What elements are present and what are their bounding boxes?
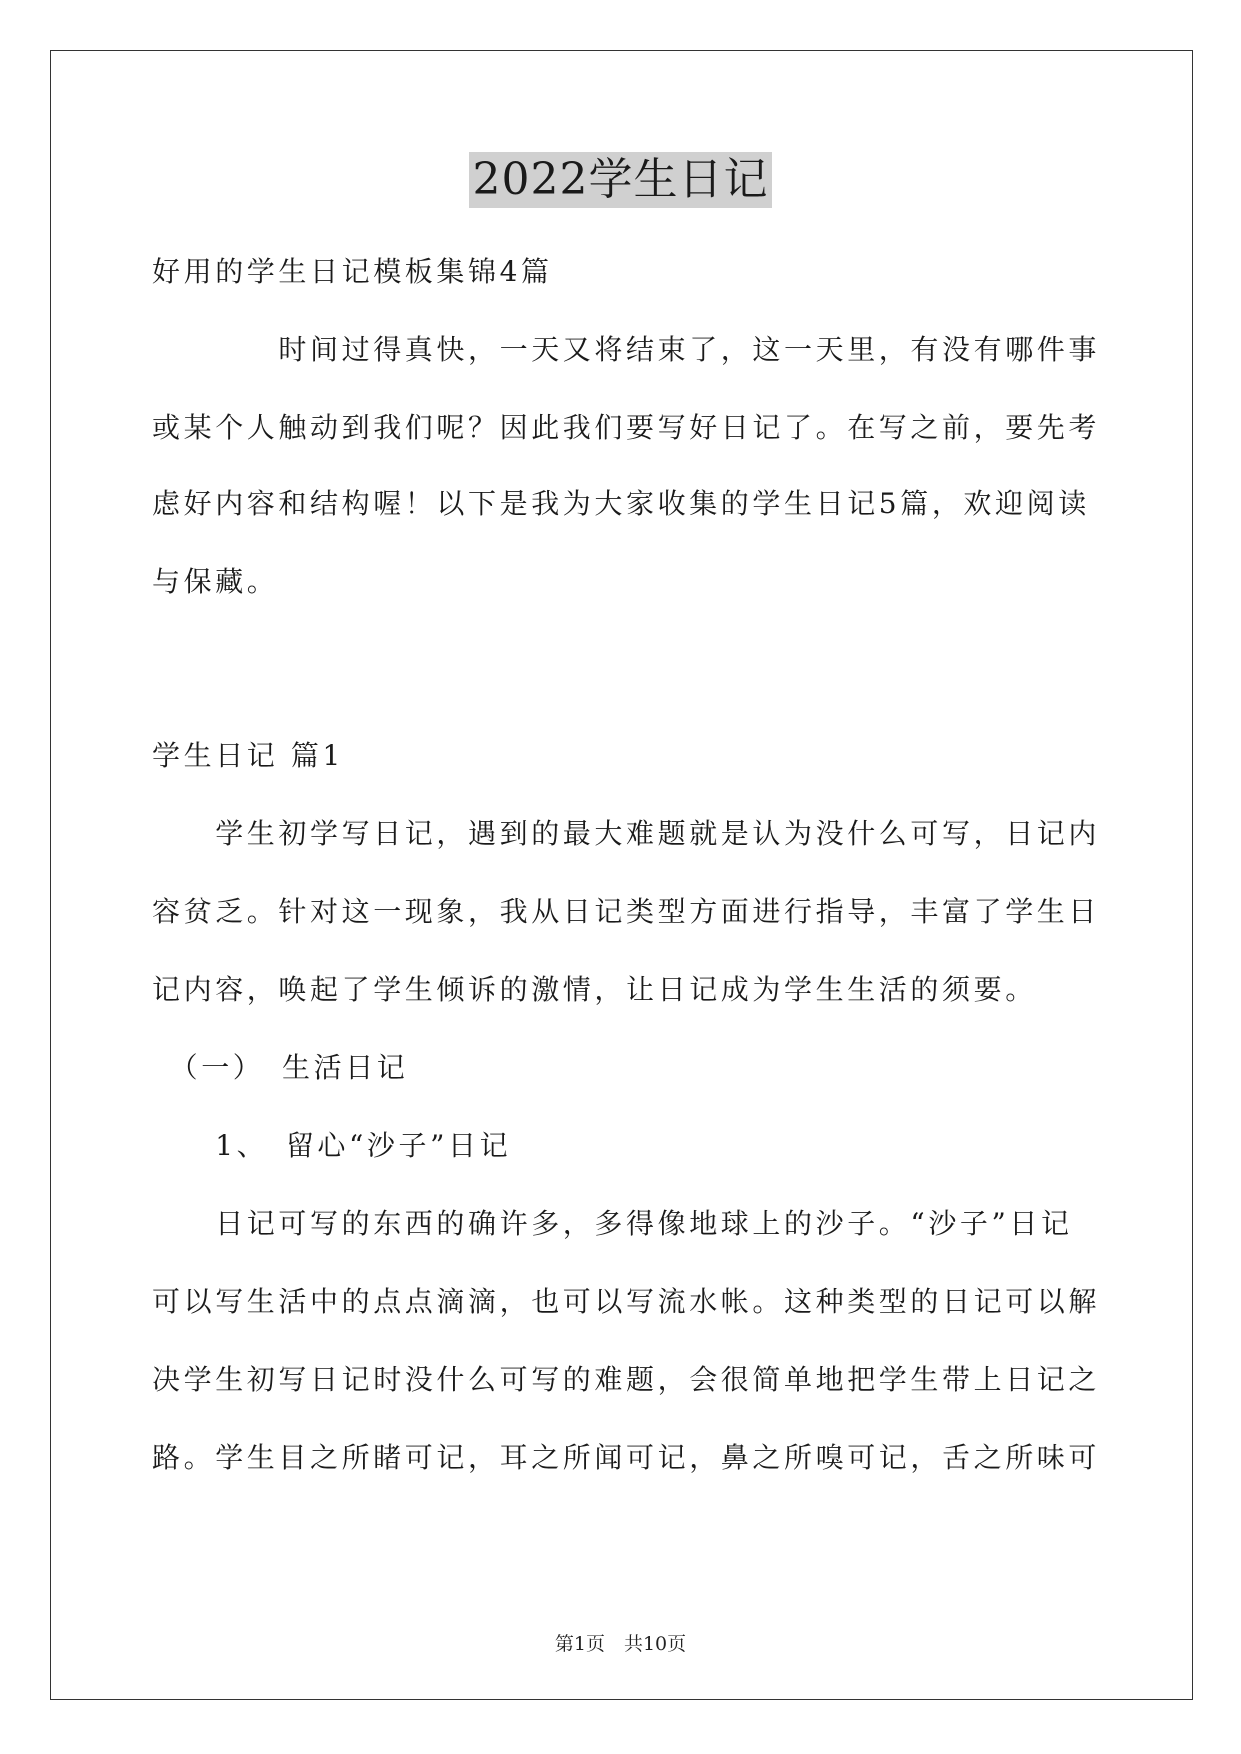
body-line: 可以写生活中的点点滴滴，也可以写流水帐。这种类型的日记可以解: [152, 1285, 1101, 1318]
section-line: 记内容，唤起了学生倾诉的激情，让日记成为学生生活的须要。: [152, 973, 1037, 1006]
intro-line: 虑好内容和结构喔！以下是我为大家收集的学生日记5篇，欢迎阅读: [152, 487, 1090, 520]
body-line: 日记可写的东西的确许多，多得像地球上的沙子。“沙子”日记: [152, 1207, 1073, 1240]
section-line: 容贫乏。针对这一现象，我从日记类型方面进行指导，丰富了学生日: [152, 895, 1101, 928]
intro-line: 与保藏。: [152, 565, 279, 598]
document-subtitle: 好用的学生日记模板集锦4篇: [152, 255, 553, 288]
intro-line: 或某个人触动到我们呢？因此我们要写好日记了。在写之前，要先考: [152, 411, 1101, 444]
body-line: 路。学生目之所睹可记，耳之所闻可记，鼻之所嗅可记，舌之所味可: [152, 1441, 1101, 1474]
body-line: 决学生初写日记时没什么可写的难题，会很简单地把学生带上日记之: [152, 1363, 1101, 1396]
document-title: 2022学生日记: [469, 152, 773, 208]
subheading-life-diary: （一） 生活日记: [152, 1051, 409, 1084]
section-heading: 学生日记 篇1: [152, 739, 344, 772]
section-line: 学生初学写日记，遇到的最大难题就是认为没什么可写，日记内: [152, 817, 1101, 850]
title-container: [0, 152, 1241, 208]
subheading-sand-diary: 1、 留心“沙子”日记: [152, 1129, 512, 1162]
page-footer: 第1页 共10页: [554, 1633, 687, 1655]
intro-line: 时间过得真快，一天又将结束了，这一天里，有没有哪件事: [152, 333, 1101, 366]
